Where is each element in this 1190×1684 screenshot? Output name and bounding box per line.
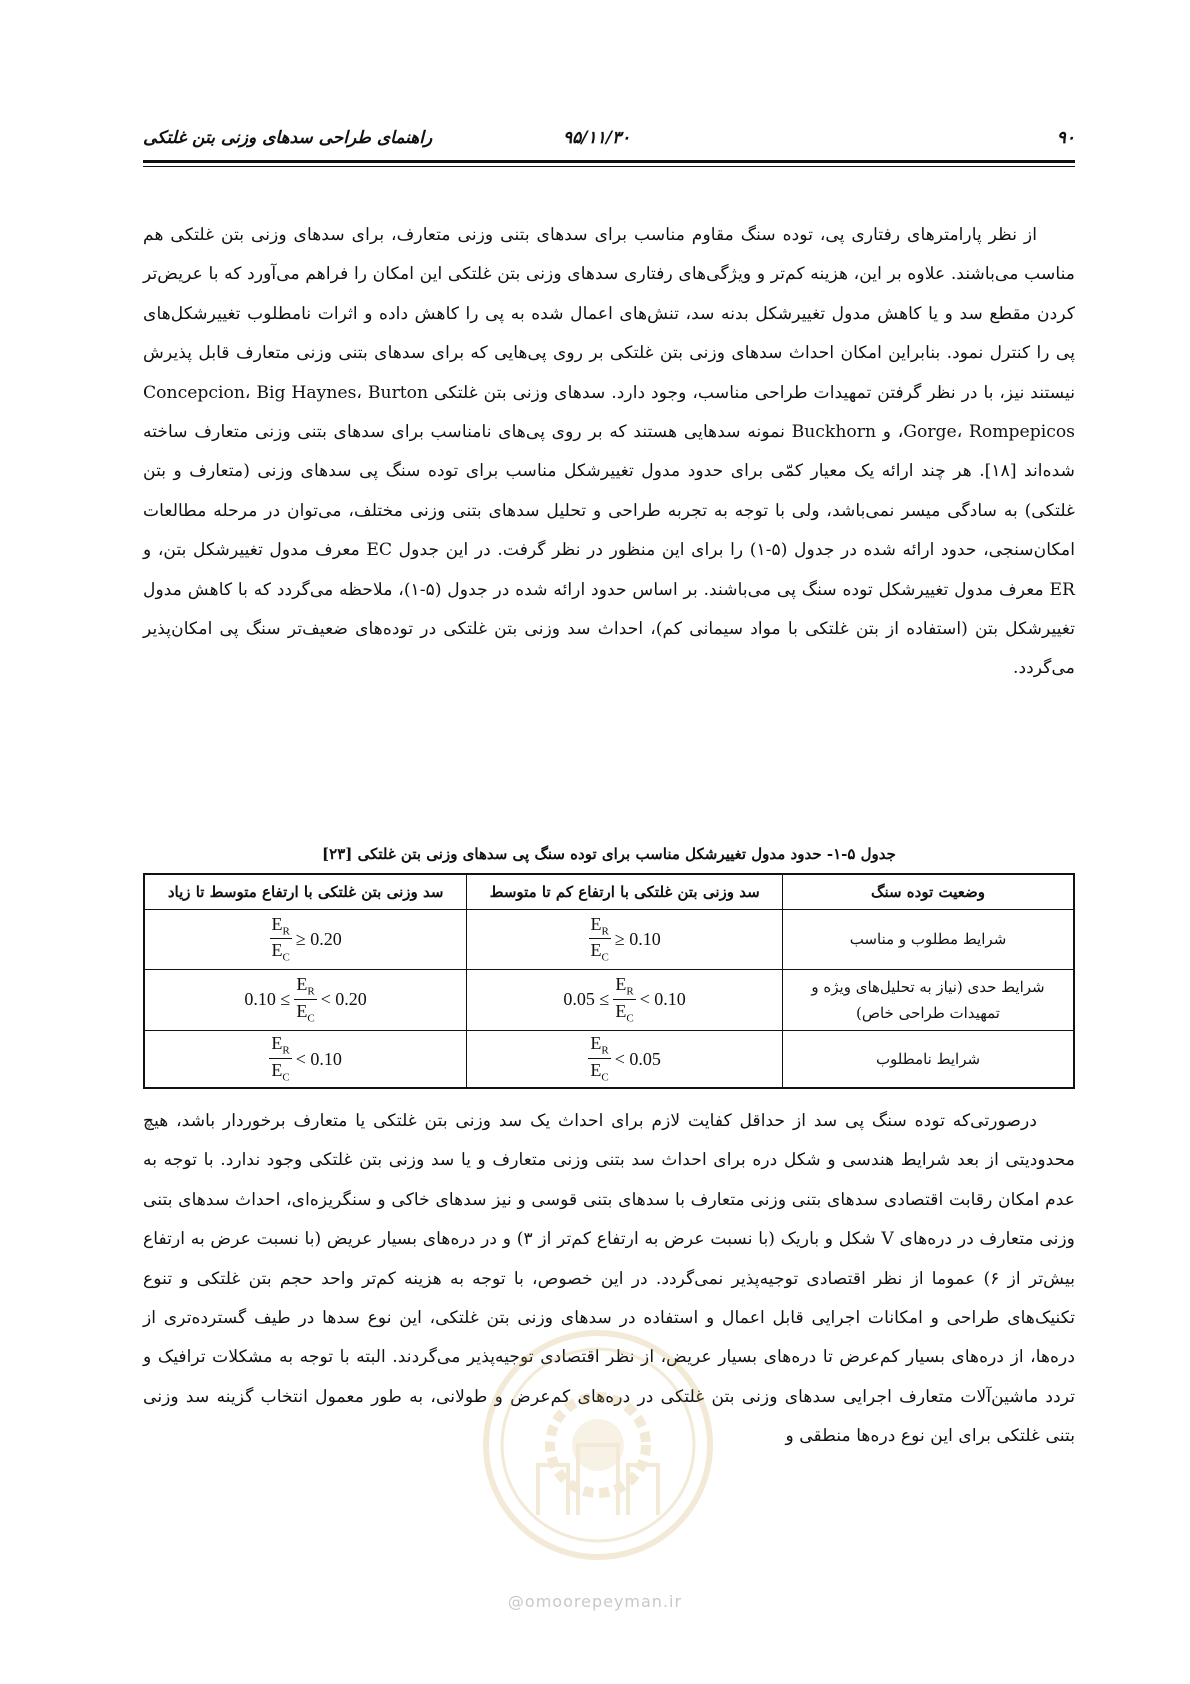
high-height-limit	[144, 1031, 467, 1088]
rock-condition: شرایط حدی (نیاز به تحلیل‌های ویژه و تمهیدات طراحی خاص)	[783, 969, 1075, 1031]
rock-condition: شرایط نامطلوب	[783, 1031, 1075, 1088]
paragraph-1-text: از نظر پارامترهای رفتاری پی، توده سنگ مقاوم مناسب برای سدهای بتنی وزنی متعارف، برای سدهای وزنی بتن غلتکی هم مناسب می‌باشند. علاوه بر این، هزینه کم‌تر و ویژگی‌های رفتاری سدهای وزنی بتن غلتکی این امکان را فراهم می‌آورد که با عریض‌تر کردن مقطع سد و یا کاهش مدول تغییرشکل بدنه سد، تنش‌های اعمال شده به پی را کاهش داده و اثرات نامطلوب تغییرشکل‌های پی را کنترل نمود. بنابراین امکان احداث سدهای وزنی بتن غلتکی بر روی پی‌هایی که برای سدهای بتنی وزنی متعارف قابل پذیرش نیستند نیز، با در نظر گرفتن تمهیدات طراحی مناسب، وجود دارد. سدهای وزنی بتن غلتکی Concepcion، Big Haynes، Burton Gorge، Rompepicos، و Buckhorn نمونه سدهایی هستند که بر روی پی‌های نامناسب برای سدهای بتنی وزنی متعارف ساخته شده‌اند [۱۸]. هر چند ارائه یک معیار کمّی برای حدود مدول تغییرشکل مناسب برای توده سنگ پی سدهای وزنی (متعارف و بتن غلتکی) به سادگی میسر نمی‌باشد، ولی با توجه به تجربه طراحی و تحلیل سدهای بتنی وزنی مختلف، می‌توان در مرحله مطالعات امکان‌سنجی، حدود ارائه شده در جدول (۵-۱) را برای این منظور در نظر گرفت. در این جدول EC معرف مدول تغییرشکل بتن، و ER معرف مدول تغییرشکل توده سنگ پی می‌باشند. بر اساس حدود ارائه شده در جدول (۵-۱)، ملاحظه می‌گردد که با کاهش مدول تغییرشکل بتن (استفاده از بتن غلتکی با مواد سیمانی کم)، احداث سد وزنی بتن غلتکی در توده‌های ضعیف‌تر سنگ پی امکان‌پذیر می‌گردد.	[143, 225, 1076, 679]
table-row	[144, 1031, 1074, 1088]
page-number: ۹۰	[1056, 128, 1075, 148]
header-low-height: سد وزنی بتن غلتکی با ارتفاع کم تا متوسط	[467, 874, 783, 910]
watermark-logo	[478, 1325, 718, 1565]
low-height-limit	[467, 1031, 783, 1088]
modulus-ratio: $\frac{E_R}{E_C}$	[615, 974, 634, 1025]
low-height-limit	[467, 910, 783, 970]
modulus-ratio: $\frac{E_R}{E_C}$	[590, 913, 609, 964]
high-height-formula: $\frac{E_R}{E_C}$ < 0.10	[271, 1033, 342, 1084]
paragraph-2-text: درصورتی‌که توده سنگ پی سد از حداقل کفایت لازم برای احداث یک سد وزنی بتن غلتکی یا متعارف برخوردار باشد، هیچ محدودیتی از بعد شرایط هندسی و شکل دره برای احداث سد بتنی وزنی متعارف و یا سد وزنی بتن غلتکی وجود ندارد. با توجه به عدم امکان رقابت اقتصادی سدهای بتنی وزنی متعارف با سدهای بتنی قوسی و نیز سدهای خاکی و سنگریزه‌ای، احداث سدهای بتنی وزنی متعارف در دره‌های V شکل و باریک (با نسبت عرض به ارتفاع کم‌تر از ۳) و در دره‌های بسیار عریض (با نسبت عرض به ارتفاع بیش‌تر از ۶) عموما از نظر اقتصادی توجیه‌پذیر نمی‌گردد. در این خصوص، با توجه به هزینه کم‌تر واحد حجم بتن غلتکی و تنوع تکنیک‌های طراحی و امکانات اجرایی قابل اعمال و استفاده در سدهای وزنی بتن غلتکی، این نوع سدها در طیف گسترده‌تری از دره‌ها، از دره‌های بسیار کم‌عرض تا دره‌های بسیار عریض، از نظر اقتصادی توجیه‌پذیر می‌گردند. البته با توجه به مشکلات ترافیک و تردد ماشین‌آلات متعارف اجرایی سدهای وزنی بتن غلتکی در دره‌های کم‌عرض و طولانی، به طور معمول انتخاب گزینه سد وزنی بتنی غلتکی برای این نوع دره‌ها منطقی و	[143, 1111, 1075, 1447]
table-caption: جدول ۵-۱- حدود مدول تغییرشکل مناسب برای توده سنگ پی سدهای وزنی بتن غلتکی [۲۳]	[322, 845, 896, 863]
table-header-row	[144, 874, 1074, 910]
modulus-ratio: $\frac{E_R}{E_C}$	[271, 913, 290, 964]
modulus-table	[143, 873, 1075, 1089]
watermark-site: @omoorepeyman.ir	[507, 1592, 683, 1611]
modulus-ratio: $\frac{E_R}{E_C}$	[271, 1033, 290, 1084]
book-title: راهنمای طراحی سدهای وزنی بتن غلتکی	[143, 128, 433, 148]
high-height-limit	[144, 969, 467, 1031]
modulus-ratio: $\frac{E_R}{E_C}$	[590, 1033, 609, 1084]
low-height-formula: 0.05 ≤ $\frac{E_R}{E_C}$ < 0.10	[563, 974, 686, 1025]
paragraph-1	[143, 216, 1075, 689]
modulus-ratio: $\frac{E_R}{E_C}$	[296, 974, 315, 1025]
header-rule-thick	[143, 160, 1075, 163]
table-row	[144, 969, 1074, 1031]
header-date: ۹۵/۱۱/۳۰	[563, 128, 631, 148]
high-height-formula: $\frac{E_R}{E_C}$ ≥ 0.20	[271, 913, 342, 964]
header-high-height: سد وزنی بتن غلتکی با ارتفاع متوسط تا زیاد	[144, 874, 467, 910]
header-condition: وضعیت توده سنگ	[783, 874, 1075, 910]
header-rule-thin	[143, 166, 1075, 167]
low-height-limit	[467, 969, 783, 1031]
low-height-formula: $\frac{E_R}{E_C}$ ≥ 0.10	[590, 913, 661, 964]
high-height-formula: 0.10 ≤ $\frac{E_R}{E_C}$ < 0.20	[244, 974, 367, 1025]
running-header	[143, 128, 1075, 152]
rock-condition: شرایط مطلوب و مناسب	[783, 910, 1075, 970]
low-height-formula: $\frac{E_R}{E_C}$ < 0.05	[590, 1033, 661, 1084]
table-row	[144, 910, 1074, 970]
high-height-limit	[144, 910, 467, 970]
